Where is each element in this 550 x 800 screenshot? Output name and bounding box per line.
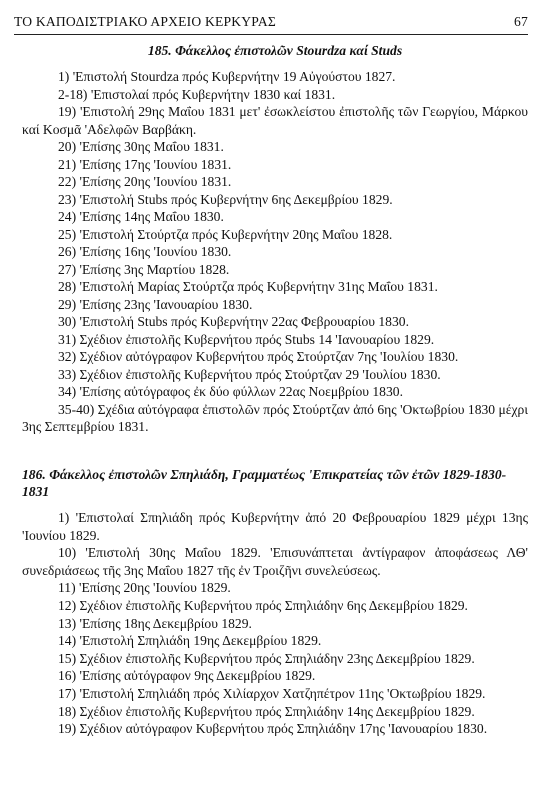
list-item: 33) Σχέδιον ἐπιστολῆς Κυβερνήτου πρός Στούρτζαν 29 'Ιουλίου 1830. [58, 366, 441, 382]
list-item: 14) 'Επιστολή Σπηλιάδη 19ης Δεκεμβρίου 1829. [58, 633, 322, 649]
list-item: 18) Σχέδιον ἐπιστολῆς Κυβερνήτου πρός Σπηλιάδην 14ης Δεκεμβρίου 1829. [58, 703, 475, 719]
page-number: 67 [514, 14, 528, 29]
list-item: 21) 'Επίσης 17ης 'Ιουνίου 1831. [58, 156, 232, 172]
running-title: ΤΟ ΚΑΠΟΔΙΣΤΡΙΑΚΟ ΑΡΧΕΙΟ ΚΕΡΚΥΡΑΣ [14, 14, 276, 29]
list-item: 16) 'Επίσης αὐτόγραφον 9ης Δεκεμβρίου 1829. [58, 668, 316, 684]
list-item: 19) Σχέδιον αὐτόγραφον Κυβερνήτου πρός Σπηλιάδην 17ης 'Ιανουαρίου 1830. [58, 721, 488, 737]
list-item: 31) Σχέδιον ἐπιστολῆς Κυβερνήτου πρός Stubs 14 'Ιανουαρίου 1829. [58, 331, 435, 347]
list-item: 26) 'Επίσης 16ης 'Ιουνίου 1830. [58, 244, 232, 259]
entry-list [0, 509, 550, 738]
list-item: 29) 'Επίσης 23ης 'Ιανουαρίου 1830. [58, 296, 253, 312]
list-item: 28) 'Επιστολή Μαρίας Στούρτζα πρός Κυβερνήτην 31ης Μαΐου 1831. [58, 279, 438, 294]
list-item: 24) 'Επίσης 14ης Μαΐου 1830. [58, 209, 224, 224]
section-title: 186. Φάκελλος ἐπιστολῶν Σπηλιάδη, Γραμματέως 'Επικρατείας τῶν ἐτῶν 1829-1830-1831 [22, 467, 507, 499]
list-item: 35-40) Σχέδια αὐτόγραφα ἐπιστολῶν πρός Στούρτζαν ἀπό 6ης 'Οκτωβρίου 1830 μέχρι 3ης Σεπτεμβρίου 1831. [22, 401, 528, 434]
list-item: 17) 'Επιστολή Σπηλιάδη πρός Χιλίαρχον Χατζηπέτρον 11ης 'Οκτωβρίου 1829. [58, 685, 486, 701]
list-item: 10) 'Επιστολή 30ης Μαΐου 1829. 'Επισυνάπτεται ἀντίγραφον ἀποφάσεως ΛΘ' συνεδριάσεως τῆς 3ης Μαΐου 1827 τῆς ἐν Τροιζῆνι συνελεύσεως. [22, 545, 528, 578]
list-item: 30) 'Επιστολή Stubs πρός Κυβερνήτην 22ας Φεβρουαρίου 1830. [58, 314, 409, 329]
list-item: 11) 'Επίσης 20ης 'Ιουνίου 1829. [58, 580, 231, 596]
running-header [14, 14, 528, 30]
list-item: 2-18) 'Επιστολαί πρός Κυβερνήτην 1830 καί 1831. [58, 86, 336, 102]
entry-list [0, 68, 550, 436]
section-186 [0, 466, 550, 738]
header-rule [14, 34, 528, 35]
list-item: 32) Σχέδιον αὐτόγραφον Κυβερνήτου πρός Στούρτζαν 7ης 'Ιουλίου 1830. [58, 349, 459, 364]
section-185 [0, 42, 550, 436]
list-item: 22) 'Επίσης 20ης 'Ιουνίου 1831. [58, 174, 232, 189]
list-item: 1) 'Επιστολαί Σπηλιάδη πρός Κυβερνήτην ἀπό 20 Φεβρουαρίου 1829 μέχρι 13ης 'Ιουνίου 1829. [22, 510, 528, 543]
section-title: 185. Φάκελλος ἐπιστολῶν Stourdza καί Studs [147, 43, 403, 58]
list-item: 1) 'Επιστολή Stourdza πρός Κυβερνήτην 19 Αὐγούστου 1827. [58, 69, 396, 84]
list-item: 12) Σχέδιον ἐπιστολῆς Κυβερνήτου πρός Σπηλιάδην 6ης Δεκεμβρίου 1829. [58, 597, 468, 613]
list-item: 13) 'Επίσης 18ης Δεκεμβρίου 1829. [58, 615, 252, 631]
list-item: 23) 'Επιστολή Stubs πρός Κυβερνήτην 6ης Δεκεμβρίου 1829. [58, 191, 393, 207]
list-item: 15) Σχέδιον ἐπιστολῆς Κυβερνήτου πρός Σπηλιάδην 23ης Δεκεμβρίου 1829. [58, 650, 475, 666]
list-item: 27) 'Επίσης 3ης Μαρτίου 1828. [58, 261, 230, 277]
list-item: 20) 'Επίσης 30ης Μαΐου 1831. [58, 139, 224, 154]
list-item: 19) 'Επιστολή 29ης Μαΐου 1831 μετ' ἐσωκλείστου ἐπιστολῆς τῶν Γεωργίου, Μάρκου καί Κοσμᾶ 'Αδελφῶν Βαρβάκη. [22, 104, 528, 137]
list-item: 25) 'Επιστολή Στούρτζα πρός Κυβερνήτην 20ης Μαΐου 1828. [58, 226, 393, 242]
list-item: 34) 'Επίσης αὐτόγραφος ἐκ δύο φύλλων 22ας Νοεμβρίου 1830. [58, 384, 403, 399]
